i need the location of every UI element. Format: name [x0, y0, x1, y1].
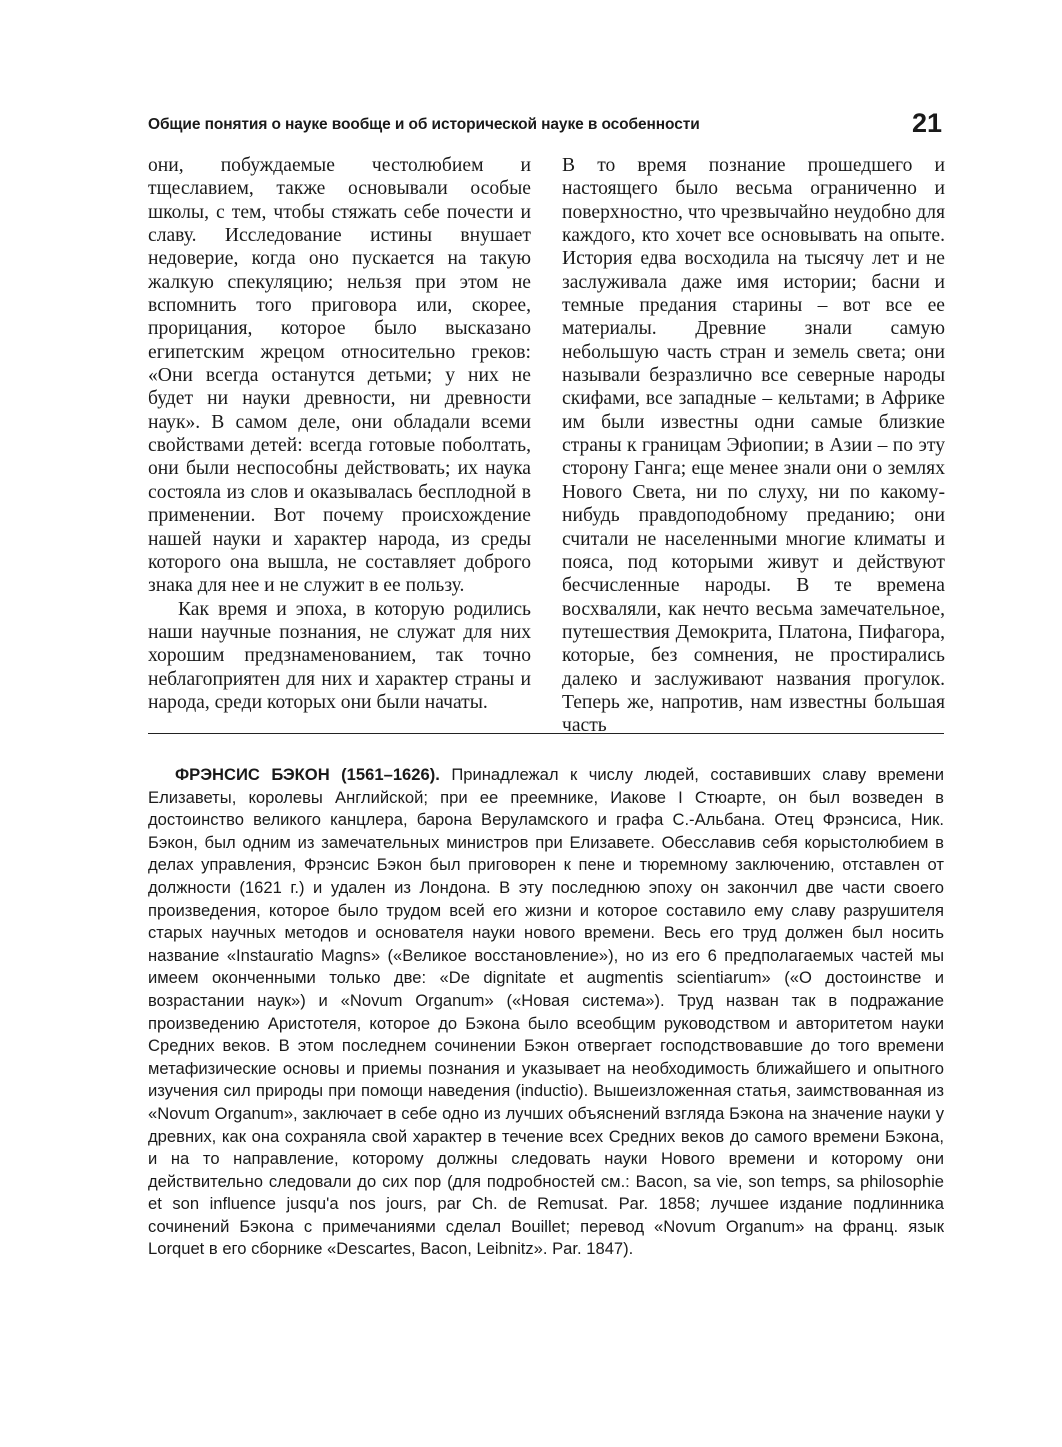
- page-number: 21: [911, 108, 942, 138]
- right-column: [562, 154, 945, 738]
- footnote-paragraph: [148, 764, 944, 1261]
- running-title: Общие понятия о науке вообще и об исторической науке в особенности: [148, 116, 700, 133]
- footnote: [148, 764, 944, 1261]
- left-paragraph-2: Как время и эпоха, в которую родились наши научные познания, не служат для них хорошим предзнаменованием, так точно неблагоприятен для них и характер страны и народа, среди которых они были начаты.: [148, 598, 531, 713]
- right-paragraph-1: В то время познание прошедшего и настоящего было весьма ограниченно и поверхностно, что чрезвычайно неудобно для каждого, кто хочет все основывать на опыте. История едва восходила на тысячу лет и не заслуживала даже имя истории; басни и темные предания старины – вот все ее материалы. Древние знали самую небольшую часть стран и земель света; они называли безразлично все северные народы скифами, все западные – кельтами; в Африке им были известны одни самые близкие страны к границам Эфиопии; в Азии – по эту сторону Ганга; еще менее знали они о землях Нового Света, ни по слуху, ни по какому-нибудь правдоподобному преданию; они считали не населенными многие климаты и пояса, под которыми живут и действуют бесчисленные народы. В те времена восхваляли, как нечто весьма замечательное, путешествия Демокрита, Платона, Пифагора, которые, без сомнения, не простирались далеко и заслуживают названия прогулок. Теперь же, напротив, нам известны большая часть: [562, 155, 945, 737]
- left-paragraph-1: они, побуждаемые честолюбием и тщеславием, также основывали особые школы, с тем, чтобы стяжать себе почести и славу. Исследование истины внушает недоверие, когда оно пускается на такую жалкую спекуляцию; нельзя при этом не вспомнить того приговора или, скорее, прорицания, которое было высказано египетским жрецом относительно греков: «Они всегда останутся детьми; у них не будет ни науки древности, ни древности наук». В самом деле, они обладали всеми свойствами детей: всегда готовые поболтать, они были неспособны действовать; их наука состояла из слов и оказывалась бесплодной в применении. Вот почему происхождение нашей науки и характер народа, из среды которого она вышла, не составляет доброго знака для нее и не служит в ее пользу.: [148, 155, 531, 597]
- left-column: [148, 154, 531, 714]
- footnote-text: Принадлежал к числу людей, составивших славу времени Елизаветы, королевы Английской; при ее преемнике, Иакове I Стюарте, он был возведен в достоинство великого канцлера, барона Веруламского и графа С.-Альбана. Отец Фрэнсиса, Ник. Бэкон, был одним из замечательных министров при Елизавете. Обесславив себя корыстолюбием в делах управления, Фрэнсис Бэкон был приговорен к пене и тюремному заключению, отставлен от должности (1621 г.) и удален из Лондона. В эту последнюю эпоху он закончил две части своего произведения, которое было трудом всей его жизни и которое составило ему славу разрушителя старых научных методов и основателя науки нового времени. Весь его труд должен был носить название «Instauratio Magns» («Великое восстановление»), но из его 6 предполагаемых частей мы имеем оконченными только две: «De dignitate et augmentis scientiarum» («О достоинстве и возрастании наук») и «Novum Organum» («Новая система»). Труд назван так в подражание произведению Аристотеля, которое до Бэкона было всеобщим руководством и авторитетом науки Средних веков. В этом последнем сочинении Бэкон отвергает господствовавшие до того времени метафизические основы и приемы познания и указывает на необходимость ближайшего и опытного изучения сил природы при помощи наведения (inductio). Вышеизложенная статья, заимствованная из «Novum Organum», заключает в себе одно из лучших объяснений взгляда Бэкона на значение науки у древних, как она сохраняла свой характер в течение всех Средних веков до самого времени Бэкона, и на то направление, которому должны следовать науки Нового времени и которому они действительно следовали до сих пор (для подробностей см.: Bacon, sa vie, son temps, sa philosophie et son influence jusqu'a nos jours, par Ch. de Remusat. Par. 1858; лучшее издание подлинника сочинений Бэкона с примечаниями сделал Bouillet; перевод «Novum Organum» на франц. язык Lorquet в его сборнике «Descartes, Bacon, Leibnitz». Par. 1847).: [148, 765, 944, 1259]
- footnote-divider: [148, 733, 944, 734]
- footnote-heading: ФРЭНСИС БЭКОН (1561–1626).: [175, 765, 440, 784]
- page-header: [148, 108, 944, 142]
